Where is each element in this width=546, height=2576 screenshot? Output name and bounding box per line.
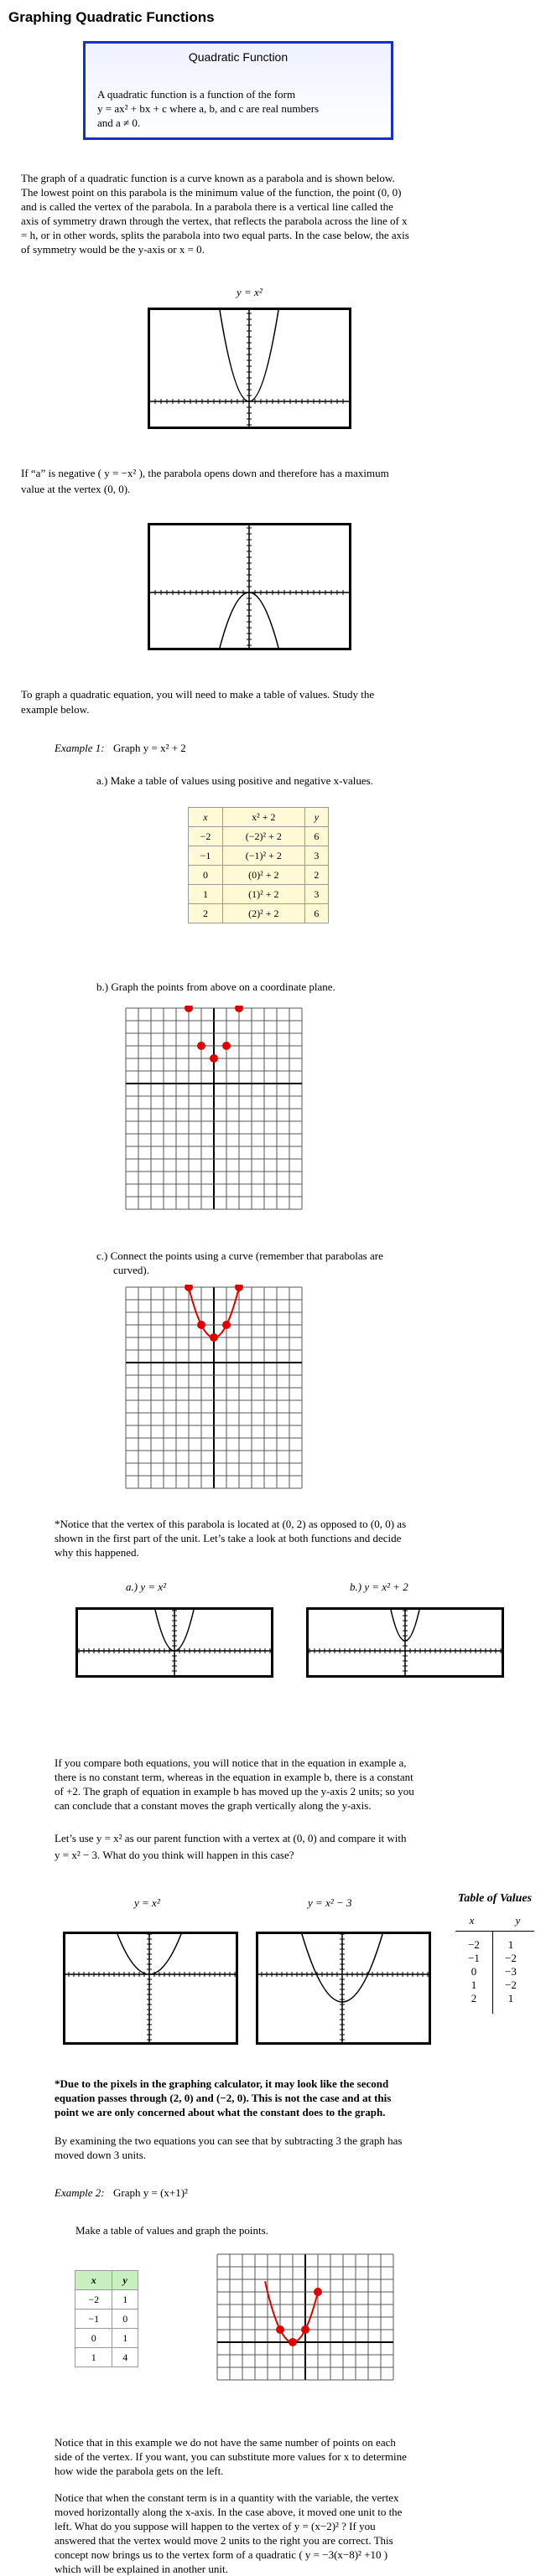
tov-row bbox=[455, 1965, 534, 1979]
notice1-line: *Notice that the vertex of this parabola is located at (0, 2) as opposed to (0, 0) as bbox=[55, 1518, 407, 1530]
compare-text-line: there is no constant term, whereas in the equation in example b, there is a constant bbox=[55, 1771, 413, 1783]
example1-table bbox=[188, 807, 329, 923]
example1-step-b: b.) Graph the points from above on a coordinate plane. bbox=[96, 980, 335, 993]
table-row bbox=[75, 2290, 138, 2310]
table-cell: −1 bbox=[75, 2310, 112, 2329]
example1-step-a: a.) Make a table of values using positive and negative x-values. bbox=[96, 774, 373, 787]
table-row bbox=[75, 2310, 138, 2329]
table-cell: 2 bbox=[304, 866, 328, 885]
pair-graph-shifted bbox=[256, 1932, 431, 2045]
example1-label: Example 1: bbox=[55, 742, 105, 754]
parent-text-line: Let’s use y = x² as our parent function with a vertex at (0, 0) and compare it with bbox=[55, 1832, 407, 1844]
tov-row bbox=[455, 1979, 534, 1992]
plot-point bbox=[210, 1054, 218, 1063]
tov-y: −2 bbox=[505, 1979, 517, 1991]
plot-point bbox=[197, 1321, 205, 1329]
final-text-line: answered that the vertex would move 2 units to the right you are correct. This bbox=[55, 2534, 393, 2547]
parent-text-line: y = x² − 3. What do you think will happen in this case? bbox=[55, 1849, 294, 1861]
table-cell: (−2)² + 2 bbox=[222, 827, 304, 846]
notice2-line: side of the vertex. If you want, you can substitute more values for x to determine bbox=[55, 2450, 407, 2463]
table-cell: 0 bbox=[189, 866, 223, 885]
compare-text-line: of +2. The graph of equation in example b has moved up the y-axis 2 units; so you bbox=[55, 1785, 414, 1798]
table-cell: 0 bbox=[75, 2329, 112, 2348]
notice2-line: Notice that in this example we do not have the same number of points on each bbox=[55, 2436, 396, 2449]
table-of-values bbox=[449, 1892, 541, 2014]
table-row bbox=[75, 2329, 138, 2348]
table-cell: 6 bbox=[304, 904, 328, 923]
tov-x: −1 bbox=[468, 1952, 480, 1964]
final-text-line: Notice that when the constant term is in a quantity with the variable, the vertex bbox=[55, 2491, 399, 2504]
final-text-line: which will be explained in another unit. bbox=[55, 2563, 228, 2575]
example2-table bbox=[75, 2270, 138, 2367]
subtract-text-line: By examining the two equations you can see that by subtracting 3 the graph has bbox=[55, 2134, 403, 2147]
tov-row bbox=[455, 1992, 534, 2005]
table-row bbox=[189, 904, 329, 923]
parabola-curve bbox=[265, 2281, 318, 2342]
plot-point bbox=[185, 1285, 193, 1291]
table-row bbox=[189, 846, 329, 866]
tov-y: −2 bbox=[505, 1952, 517, 1964]
table-cell: −2 bbox=[189, 827, 223, 846]
table-intro-line: example below. bbox=[21, 703, 90, 716]
table-intro-line: To graph a quadratic equation, you will need to make a table of values. Study the bbox=[21, 688, 375, 701]
example1-step-c-line1: c.) Connect the points using a curve (remember that parabolas are bbox=[96, 1249, 383, 1262]
compare-graph-b bbox=[306, 1607, 504, 1678]
compare-text-line: can conclude that a constant moves the graph vertically along the y-axis. bbox=[55, 1799, 372, 1812]
table-of-values-title: Table of Values bbox=[457, 1892, 533, 1905]
table-cell: 3 bbox=[304, 885, 328, 904]
example1-step-c-line2: curved). bbox=[113, 1264, 149, 1276]
intro-line: The graph of a quadratic function is a curve known as a parabola and is shown below. bbox=[21, 172, 395, 184]
tov-x: −2 bbox=[468, 1938, 480, 1951]
negative-text-line: If “a” is negative ( y = −x² ), the parabola opens down and therefore has a maximum bbox=[21, 467, 389, 479]
graph-y-equals-negative-x-squared bbox=[148, 523, 351, 650]
notice2-line: how wide the parabola gets on the left. bbox=[55, 2465, 224, 2477]
intro-line: and is called the vertex of the parabola. In a parabola there is a vertical line called the bbox=[21, 200, 393, 213]
definition-line-3: and a ≠ 0. bbox=[97, 116, 141, 129]
table-cell: (2)² + 2 bbox=[222, 904, 304, 923]
table-row bbox=[189, 866, 329, 885]
table-cell: −1 bbox=[189, 846, 223, 866]
tov-head-y: y bbox=[515, 1914, 521, 1927]
page-title: Graphing Quadratic Functions bbox=[8, 9, 215, 25]
table-header-row bbox=[189, 808, 329, 827]
compare-label-b: b.) y = x² + 2 bbox=[350, 1580, 408, 1593]
compare-text-line: If you compare both equations, you will notice that in the equation in example a, bbox=[55, 1756, 407, 1769]
grid-curve-plot bbox=[123, 1285, 306, 1496]
tov-x: 0 bbox=[471, 1965, 477, 1978]
plot-point bbox=[197, 1042, 205, 1050]
table-cell: 2 bbox=[189, 904, 223, 923]
pair-label-shifted: y = x² − 3 bbox=[308, 1896, 352, 1909]
graph-y-equals-x-squared bbox=[148, 308, 351, 429]
definition-line-2: y = ax² + bx + c where a, b, and c are real numbers bbox=[97, 102, 320, 115]
tov-row bbox=[455, 1938, 534, 1952]
graph1-label: y = x² bbox=[237, 286, 263, 298]
plot-point bbox=[301, 2325, 309, 2334]
pixel-note-line: point we are only concerned about what the constant does to the graph. bbox=[55, 2106, 386, 2118]
plot-point bbox=[276, 2325, 284, 2334]
table-header-row bbox=[75, 2271, 138, 2290]
pair-label-parent: y = x² bbox=[134, 1896, 160, 1909]
tov-y: 1 bbox=[507, 1938, 514, 1951]
example2-grid-plot bbox=[207, 2252, 403, 2401]
grid-points-plot bbox=[123, 1006, 306, 1217]
plot-point bbox=[222, 1042, 231, 1050]
example2-instruction: Make a table of values and graph the points. bbox=[75, 2224, 268, 2237]
final-text-line: left. What do you suppose will happen to the vertex of y = (x−2)² ? If you bbox=[55, 2520, 376, 2532]
negative-text-line: value at the vertex (0, 0). bbox=[21, 483, 131, 495]
table-cell: y bbox=[112, 2271, 138, 2290]
example1-graph-text: Graph y = x² + 2 bbox=[113, 742, 186, 754]
intro-line: axis of symmetry drawn through the vertex, that reflects the parabola across the line of x bbox=[21, 215, 408, 227]
pair-graph-parent bbox=[63, 1932, 238, 2045]
table-cell: (1)² + 2 bbox=[222, 885, 304, 904]
notice1-line: why this happened. bbox=[55, 1546, 139, 1559]
table-cell: x bbox=[75, 2271, 112, 2290]
table-cell: (0)² + 2 bbox=[222, 866, 304, 885]
table-cell: 1 bbox=[189, 885, 223, 904]
tov-y: −3 bbox=[505, 1965, 517, 1978]
definition-heading: Quadratic Function bbox=[188, 50, 289, 64]
table-cell: 3 bbox=[304, 846, 328, 866]
table-row bbox=[75, 2348, 138, 2367]
table-cell: y bbox=[304, 808, 328, 827]
table-cell: 1 bbox=[75, 2348, 112, 2367]
compare-graph-a bbox=[75, 1607, 273, 1678]
pixel-note-line: equation passes through (2, 0) and (−2, 0). This is not the case and at this bbox=[55, 2092, 392, 2104]
intro-line: of symmetry would be the y-axis or x = 0. bbox=[21, 243, 205, 256]
subtract-text-line: moved down 3 units. bbox=[55, 2149, 147, 2161]
tov-row bbox=[455, 1952, 534, 1965]
compare-label-a: a.) y = x² bbox=[126, 1580, 167, 1593]
plot-point bbox=[235, 1285, 243, 1291]
tov-x: 1 bbox=[471, 1979, 477, 1991]
definition-box bbox=[83, 41, 393, 140]
table-cell: 4 bbox=[112, 2348, 138, 2367]
table-row bbox=[189, 827, 329, 846]
table-cell: 1 bbox=[112, 2290, 138, 2310]
example2-label: Example 2: bbox=[55, 2186, 105, 2199]
plot-point bbox=[222, 1321, 231, 1329]
table-cell: (−1)² + 2 bbox=[222, 846, 304, 866]
table-cell: x² + 2 bbox=[222, 808, 304, 827]
example2-graph-text: Graph y = (x+1)² bbox=[113, 2186, 188, 2199]
table-cell: x bbox=[189, 808, 223, 827]
intro-line: The lowest point on this parabola is the minimum value of the function, the point (0, 0) bbox=[21, 186, 402, 199]
notice1-line: shown in the first part of the unit. Let’s take a look at both functions and decide bbox=[55, 1532, 402, 1544]
intro-line: = h, or in other words, splits the parabola into two equal parts. In the case below, the axis bbox=[21, 229, 409, 241]
table-cell: 1 bbox=[112, 2329, 138, 2348]
table-cell: 0 bbox=[112, 2310, 138, 2329]
final-text-line: concept now brings us to the vertex form of a quadratic ( y = −3(x−8)² +10 ) bbox=[55, 2548, 388, 2561]
plot-point bbox=[235, 1006, 243, 1012]
final-text-line: moved horizontally along the x-axis. In the case above, it moved one unit to the bbox=[55, 2506, 403, 2518]
tov-y: 1 bbox=[507, 1992, 514, 2004]
plot-point bbox=[210, 1333, 218, 1342]
plot-point bbox=[185, 1006, 193, 1012]
table-cell: −2 bbox=[75, 2290, 112, 2310]
definition-line-1: A quadratic function is a function of the form bbox=[97, 88, 296, 101]
table-row bbox=[189, 885, 329, 904]
plot-point bbox=[314, 2288, 322, 2296]
plot-point bbox=[289, 2338, 297, 2346]
tov-head-x: x bbox=[469, 1914, 475, 1927]
table-cell: 6 bbox=[304, 827, 328, 846]
pixel-note-line: *Due to the pixels in the graphing calculator, it may look like the second bbox=[55, 2077, 389, 2090]
tov-x: 2 bbox=[471, 1992, 477, 2004]
